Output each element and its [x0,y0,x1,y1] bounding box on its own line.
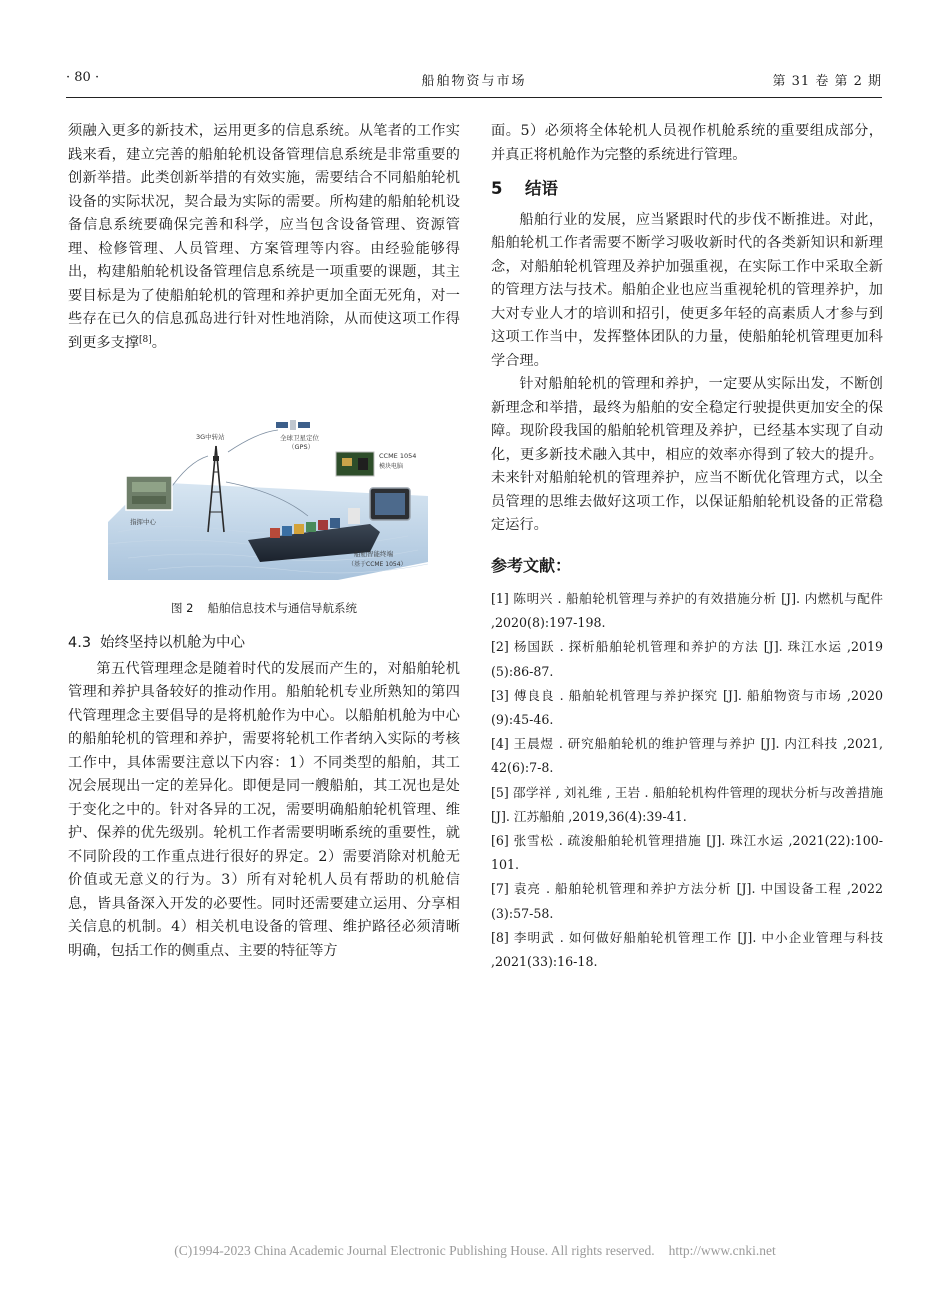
terminal-sublabel: （基于CCME 1054） [348,561,407,568]
left-column [68,120,460,355]
footer-link[interactable]: http://www.cnki.net [668,1243,776,1258]
terminal-label: 船舶智能终端 [354,550,393,558]
figure-2 [108,412,428,580]
right-column [491,120,883,974]
reference-item: [7] 袁亮 . 船舶轮机管理和养护方法分析 [J]. 中国设备工程 ,2022 (3):57-58. [491,881,883,921]
reference-item: [2] 杨国跃 . 探析船舶轮机管理和养护的方法 [J]. 珠江水运 ,2019 (5):86-87. [491,639,883,679]
references-heading: 参考文献： [491,555,572,575]
satellite-icon [276,420,310,430]
figure-caption-text: 船舶信息技术与通信导航系统 [207,601,357,615]
module-board-photo [336,452,374,476]
reference-item: [6] 张雪松 . 疏浚船舶轮机管理措施 [J]. 珠江水运 ,2021(22):100-101. [491,833,883,873]
reference-item: [5] 邵学祥 , 刘礼维 , 王岩 . 船舶轮机构件管理的现状分析与改善措施 [J]. 江苏船舶 ,2019,36(4):39-41. [491,784,883,824]
page-footer [0,1243,950,1259]
body-paragraph: 针对船舶轮机的管理和养护，一定要从实际出发，不断创新理念和举措，最终为船舶的安全稳定行驶提供更加安全的保障。现阶段我国的船舶轮机管理及养护，已经基本实现了自动化，更多新技术融入其中，相应的效率亦得到了较大的提升。未来针对船舶轮机的管理养护，应当不断优化管理方式，以全员管理的思维去做好这项工作，以保证船舶轮机设备的正常稳定运行。 [491,376,883,533]
reference-item: [3] 傅良良 . 船舶轮机管理与养护探究 [J]. 船舶物资与市场 ,2020 (9):45-46. [491,687,883,728]
communication-system-illustration [108,412,428,580]
reference-item: [8] 李明武 . 如何做好船舶轮机管理工作 [J]. 中小企业管理与科技 ,2021(33):16-18. [491,929,883,970]
gps-sublabel: （GPS） [288,443,315,451]
header-rule [66,97,882,98]
figure-caption [68,600,460,616]
body-paragraph: 面。5）必须将全体轮机人员视作机舱系统的重要组成部分，并真正将机舱作为完整的系统进行管理。 [491,123,883,163]
figure-number: 图 2 [171,601,194,615]
body-paragraph: 须融入更多的新技术，运用更多的信息系统。从笔者的工作实践来看，建立完善的船舶轮机设备管理信息系统是非常重要的创新举措。此类创新举措的有效实施，需要结合不同船舶轮机设备的实际状况，契合最为实际的需要。所构建的船舶轮机设备信息系统要确保完善和科学，应当包含设备管理、资源管理、检修管理、人员管理、方案管理等内容。由经验能够得出，构建船舶轮机设备管理信息系统是一项重要的课题，其主要目标是为了使船舶轮机的管理和养护更加全面无死角，对一些存在已久的信息孤岛进行针对性地消除，从而使这项工作得到更多支撑[8]。 [68,123,460,351]
reference-item: [1] 陈明兴 . 船舶轮机管理与养护的有效措施分析 [J]. 内燃机与配件 ,2020(8):197-198. [491,591,883,631]
section-heading-4-3: 4.3 始终坚持以机舱为中心 [68,635,245,651]
references-list [491,587,883,974]
reference-item: [4] 王晨煜 . 研究船舶轮机的维护管理与养护 [J]. 内江科技 ,2021, 42(6):7-8. [491,736,883,776]
section-heading-5: 5 结语 [491,179,558,198]
journal-title: 船舶物资与市场 [421,74,527,89]
gps-label: 全球卫星定位 [280,434,319,442]
ccme-sublabel: 模块电脑 [379,463,404,470]
3g-label: 3G中转站 [196,433,225,441]
left-column-lower [68,632,460,963]
page-number: · 80 · [66,70,100,85]
body-paragraph: 船舶行业的发展，应当紧跟时代的步伐不断推进。对此，船舶轮机工作者需要不断学习吸收新时代的各类新知识和新理念，对船舶轮机管理及养护加强重视，在实际工作中采取全新的管理方法与技术。船舶企业也应当重视轮机的管理养护，加大对专业人才的培训和招引，使更多年轻的高素质人才参与到这项工作当中，发挥整体团队的力量，使船舶轮机管理更加科学合理。 [491,211,883,369]
ccme-label: CCME 1054 [379,452,417,460]
citation[interactable]: [8] [138,334,152,345]
command-label: 指挥中心 [130,518,156,526]
page-header [66,70,882,94]
body-paragraph: 第五代管理理念是随着时代的发展而产生的，对船舶轮机管理和养护具备较好的推动作用。船舶轮机专业所熟知的第四代管理理念主要倡导的是将机舱作为中心。以船舶机舱为中心的船舶轮机的管理和养护，需要将轮机工作者纳入实际的考核工作中，具体需要注意以下内容：1）不同类型的船舶，其工况会展现出一定的差异化。即便是同一艘船舶，其工况也是处于变化之中的。针对各异的工况，需要明确船舶轮机管理、维护、保养的优先级别。轮机工作者需要明晰系统的重要性，就不同阶段的工作重点进行很好的界定。2）需要消除对机舱无价值或无意义的行为。3）所有对轮机人员有帮助的机舱信息，皆具备深入开发的必要性。同时还需要建立运用、分享相关信息的机制。4）相关机电设备的管理、维护路径必须清晰明确，包括工作的侧重点、主要的特征等方 [68,660,460,959]
copyright-notice: (C)1994-2023 China Academic Journal Electronic Publishing House. All rights reserved. [174,1243,655,1258]
command-center-photo [126,476,172,510]
issue-label: 第 31 卷 第 2 期 [772,74,882,89]
